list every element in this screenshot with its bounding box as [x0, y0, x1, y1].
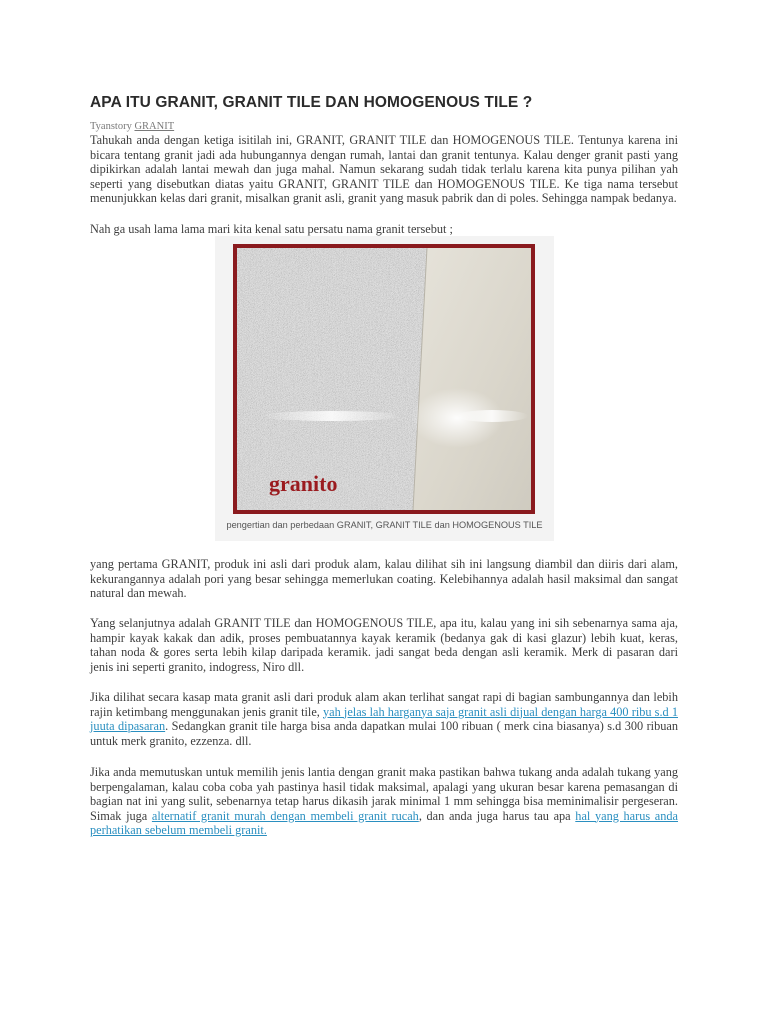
granite-tile-photo	[233, 244, 535, 514]
lead-paragraph: Nah ga usah lama lama mari kita kenal satu persatu nama granit tersebut ;	[90, 222, 453, 236]
p4-text-middle: , dan anda juga harus tau apa	[418, 808, 576, 823]
paragraph-granit-tile: Yang selanjutnya adalah GRANIT TILE dan HOMOGENOUS TILE, apa itu, kalau yang ini sih sebenarnya sama aja, hampir kayak kakak dan adik, proses pembuatannya kayak keramik (bedanya gak di kasi glazur) lebih kuat, keras, tahan noda & gores serta lebih kilap daripada keramik. jadi sangat beda dengan asli keramik. Merk di pasaran dari jenis ini seperti granito, indogress, Niro dll.	[90, 616, 678, 674]
category-link[interactable]: GRANIT	[134, 121, 175, 132]
figure-caption: pengertian dan perbedaan GRANIT, GRANIT TILE dan HOMOGENOUS TILE	[226, 520, 543, 530]
paragraph-price	[90, 690, 678, 748]
cheap-granite-link[interactable]: alternatif granit murah dengan membeli granit rucah	[151, 808, 419, 823]
p3-text-after: . Sedangkan granit tile harga bisa anda dapatkan mulai 100 ribuan ( merk cina biasanya) s.d 300 ribuan untuk merk granito, ezzenza. dll.	[90, 719, 678, 748]
figure	[215, 236, 554, 541]
p3-text-before: Jika dilihat secara kasap mata granit asli dari produk alam akan terlihat sangat rapi di bagian sambungannya dan lebih rajin ketimbang menggunakan jenis granit tile,	[90, 690, 678, 719]
article-title: APA ITU GRANIT, GRANIT TILE DAN HOMOGENOUS TILE ?	[90, 94, 533, 111]
author-name: Tyanstory	[90, 121, 132, 132]
paragraph-installation	[90, 765, 678, 838]
price-link[interactable]: yah jelas lah harganya saja granit asli dijual dengan harga 400 ribu s.d 1 juuta dipasaran	[90, 704, 678, 733]
granito-logo-text: granito	[269, 471, 338, 496]
paragraph-granit: yang pertama GRANIT, produk ini asli dari produk alam, kalau dilihat sih ini langsung diambil dan diiris dari alam, kekurangannya adalah pori yang besar sehingga memerlukan coating. Kelebihannya adalah hasil maksimal dan sangat natural dan mewah.	[90, 557, 678, 600]
p4-text-before: Jika anda memutuskan untuk memilih jenis lantia dengan granit maka pastikan bahwa tukang anda adalah tukang yang berpengalaman, kalau coba coba yah pastinya hasil tidak maksimal, apalagi yang ukuran besar karena pemasangan di bagian nat ini yang sulit, sebenarnya tetap harus dikasih jarak minimal 1 mm sehingga bisa meminimalisir pergeseran. Simak juga	[90, 765, 678, 823]
granite-tile-image	[237, 248, 531, 510]
intro-paragraph: Tahukah anda dengan ketiga isitilah ini, GRANIT, GRANIT TILE dan HOMOGENOUS TILE. Tentunya karena ini bicara tentang granit jadi ada hubungannya dengan rumah, lantai dan granit tentunya. Kalau denger granit pasti yang dipikirkan adalah lantai mewah dan juga mahal. Namun sekarang sudah tidak terlalu karena kita punya pilihan yah seperti yang disebutkan diatas yaitu GRANIT, GRANIT TILE dan HOMOGENOUS TILE. Ke tiga nama tersebut menunjukkan kelas dari granit, misalkan granit asli, granit yang masuk pabrik dan di poles. Sehingga nampak bedanya.	[90, 133, 678, 205]
article-meta	[90, 121, 174, 132]
buying-tips-link[interactable]: hal yang harus anda perhatikan sebelum membeli granit.	[90, 808, 679, 837]
